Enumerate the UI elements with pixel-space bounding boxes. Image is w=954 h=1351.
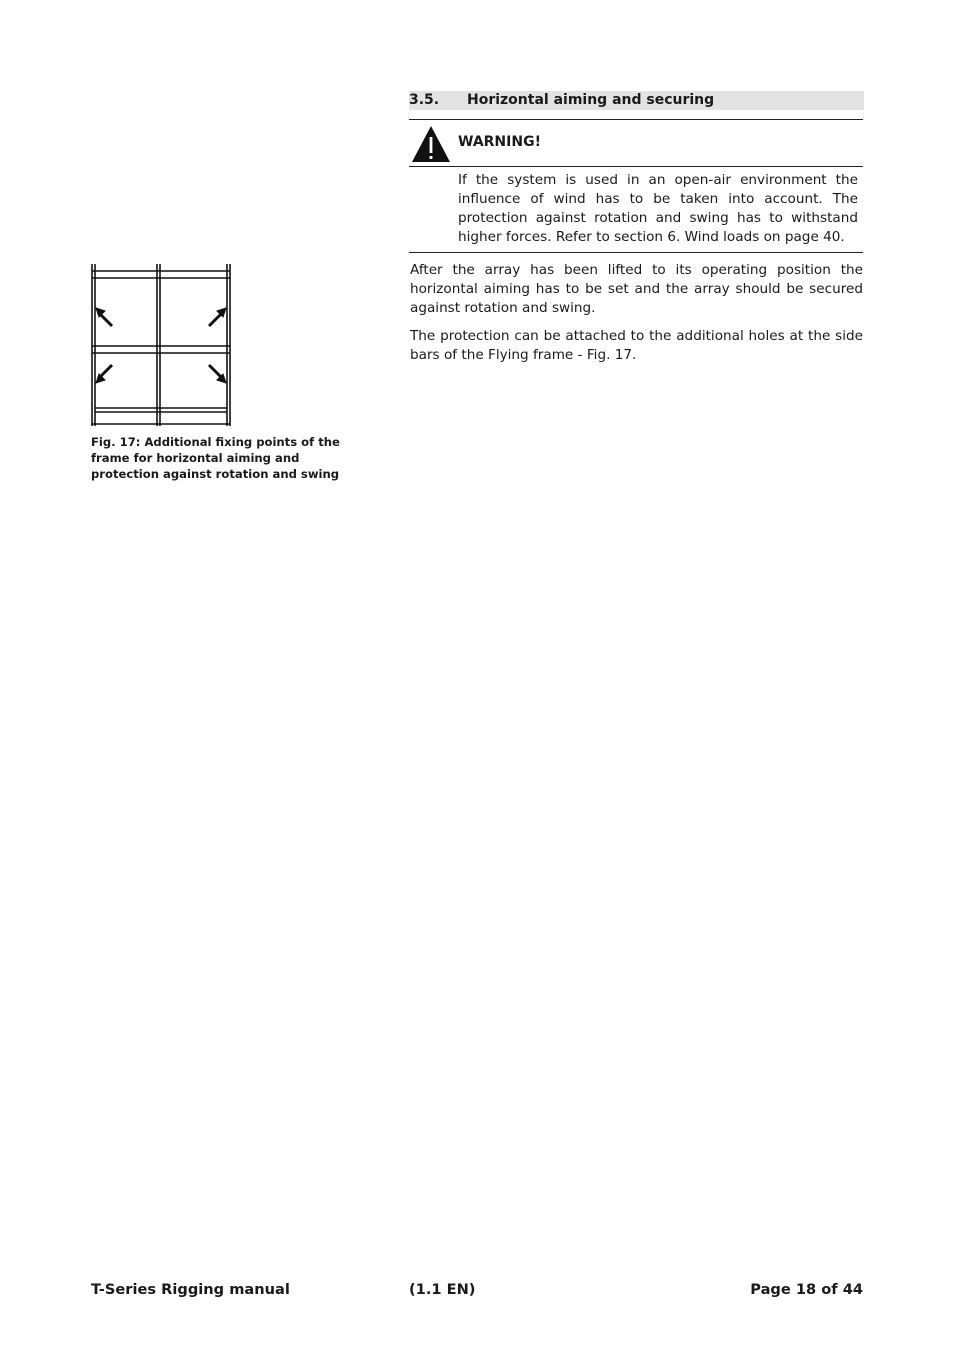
warning-title: WARNING! bbox=[458, 134, 541, 150]
warning-bottom-rule bbox=[409, 252, 863, 253]
footer-manual-title: T-Series Rigging manual bbox=[91, 1281, 290, 1298]
warning-top-rule bbox=[409, 119, 863, 120]
footer-page-number: Page 18 of 44 bbox=[750, 1281, 863, 1298]
section-number: 3.5. bbox=[409, 92, 440, 108]
footer-version: (1.1 EN) bbox=[409, 1281, 476, 1298]
paragraph-protection: The protection can be attached to the additional holes at the side bars of the Flying frame - Fig. 17. bbox=[410, 328, 863, 363]
warning-mid-rule bbox=[409, 166, 863, 167]
warning-triangle-icon bbox=[411, 125, 451, 163]
flying-frame-figure bbox=[90, 262, 232, 428]
figure-caption: Fig. 17: Additional fixing points of the frame for horizontal aiming and protection against rotation and swing bbox=[91, 435, 340, 481]
section-heading bbox=[409, 91, 864, 110]
section-title: Horizontal aiming and securing bbox=[467, 92, 715, 108]
paragraph-aiming: After the array has been lifted to its operating position the horizontal aiming has to be set and the array should be secured against rotation and swing. bbox=[410, 262, 863, 316]
warning-text: If the system is used in an open-air environment the influence of wind has to be taken into account. The protection against rotation and swing has to withstand higher forces. Refer to section 6. Wind loads on page 40. bbox=[458, 172, 858, 245]
